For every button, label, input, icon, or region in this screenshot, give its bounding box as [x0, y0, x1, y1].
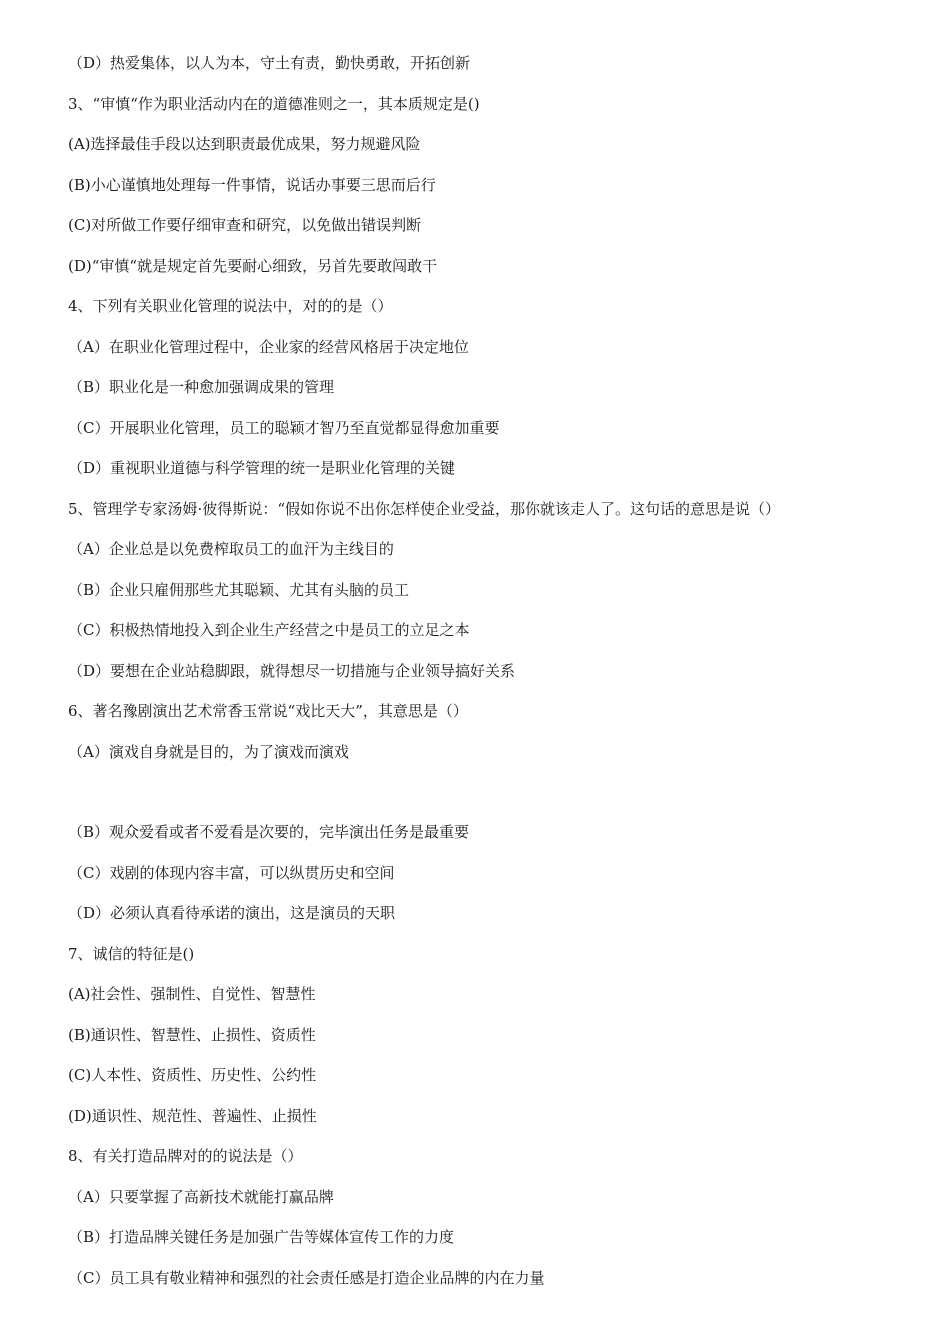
option-line: （B）企业只雇佣那些尤其聪颖、尤其有头脑的员工	[68, 581, 410, 599]
option-line: （B）职业化是一种愈加强调成果的管理	[68, 378, 335, 396]
question-5: 5、管理学专家汤姆·彼得斯说：“假如你说不出你怎样使企业受益，那你就该走人了。这句话的意思是说（）	[68, 500, 780, 518]
option-line: （D）重视职业道德与科学管理的统一是职业化管理的关键	[68, 459, 456, 477]
option-line: (D)通识性、规范性、普遍性、止损性	[68, 1107, 317, 1125]
text-line: （D）热爱集体，以人为本，守土有责，勤快勇敢，开拓创新	[68, 54, 471, 72]
option-line: （B）观众爱看或者不爱看是次要的，完毕演出任务是最重要	[68, 823, 470, 841]
question-6: 6、著名豫剧演出艺术常香玉常说“戏比天大”，其意思是（）	[68, 702, 468, 720]
option-line: (C)人本性、资质性、历史性、公约性	[68, 1066, 317, 1084]
option-line: (C)对所做工作要仔细审查和研究，以免做出错误判断	[68, 216, 422, 234]
option-line: （D）要想在企业站稳脚跟，就得想尽一切措施与企业领导搞好关系	[68, 662, 516, 680]
option-line: （A）在职业化管理过程中，企业家的经营风格居于决定地位	[68, 338, 469, 356]
option-line: （D）必须认真看待承诺的演出，这是演员的天职	[68, 904, 396, 922]
option-line: （C）积极热情地投入到企业生产经营之中是员工的立足之本	[68, 621, 470, 639]
question-8: 8、有关打造品牌对的的说法是（）	[68, 1147, 303, 1165]
question-7: 7、诚信的特征是()	[68, 945, 195, 963]
option-line: （C）开展职业化管理，员工的聪颖才智乃至直觉都显得愈加重要	[68, 419, 500, 437]
question-3: 3、“审慎“作为职业活动内在的道德准则之一，其本质规定是()	[68, 95, 480, 113]
option-line: （C）戏剧的体现内容丰富，可以纵贯历史和空间	[68, 864, 395, 882]
option-line: （A）演戏自身就是目的，为了演戏而演戏	[68, 743, 349, 761]
question-4: 4、下列有关职业化管理的说法中，对的的是（）	[68, 297, 393, 315]
option-line: (B)小心谨慎地处理每一件事情，说话办事要三思而后行	[68, 176, 436, 194]
option-line: (A)选择最佳手段以达到职责最优成果，努力规避风险	[68, 135, 421, 153]
option-line: (D)“审慎“就是规定首先要耐心细致，另首先要敢闯敢干	[68, 257, 438, 275]
option-line: （A）只要掌握了高新技术就能打赢品牌	[68, 1188, 334, 1206]
option-line: (A)社会性、强制性、自觉性、智慧性	[68, 985, 316, 1003]
option-line: （B）打造品牌关键任务是加强广告等媒体宣传工作的力度	[68, 1228, 455, 1246]
option-line: （C）员工具有敬业精神和强烈的社会责任感是打造企业品牌的内在力量	[68, 1269, 545, 1287]
option-line: （A）企业总是以免费榨取员工的血汗为主线目的	[68, 540, 394, 558]
option-line: (B)通识性、智慧性、止损性、资质性	[68, 1026, 316, 1044]
